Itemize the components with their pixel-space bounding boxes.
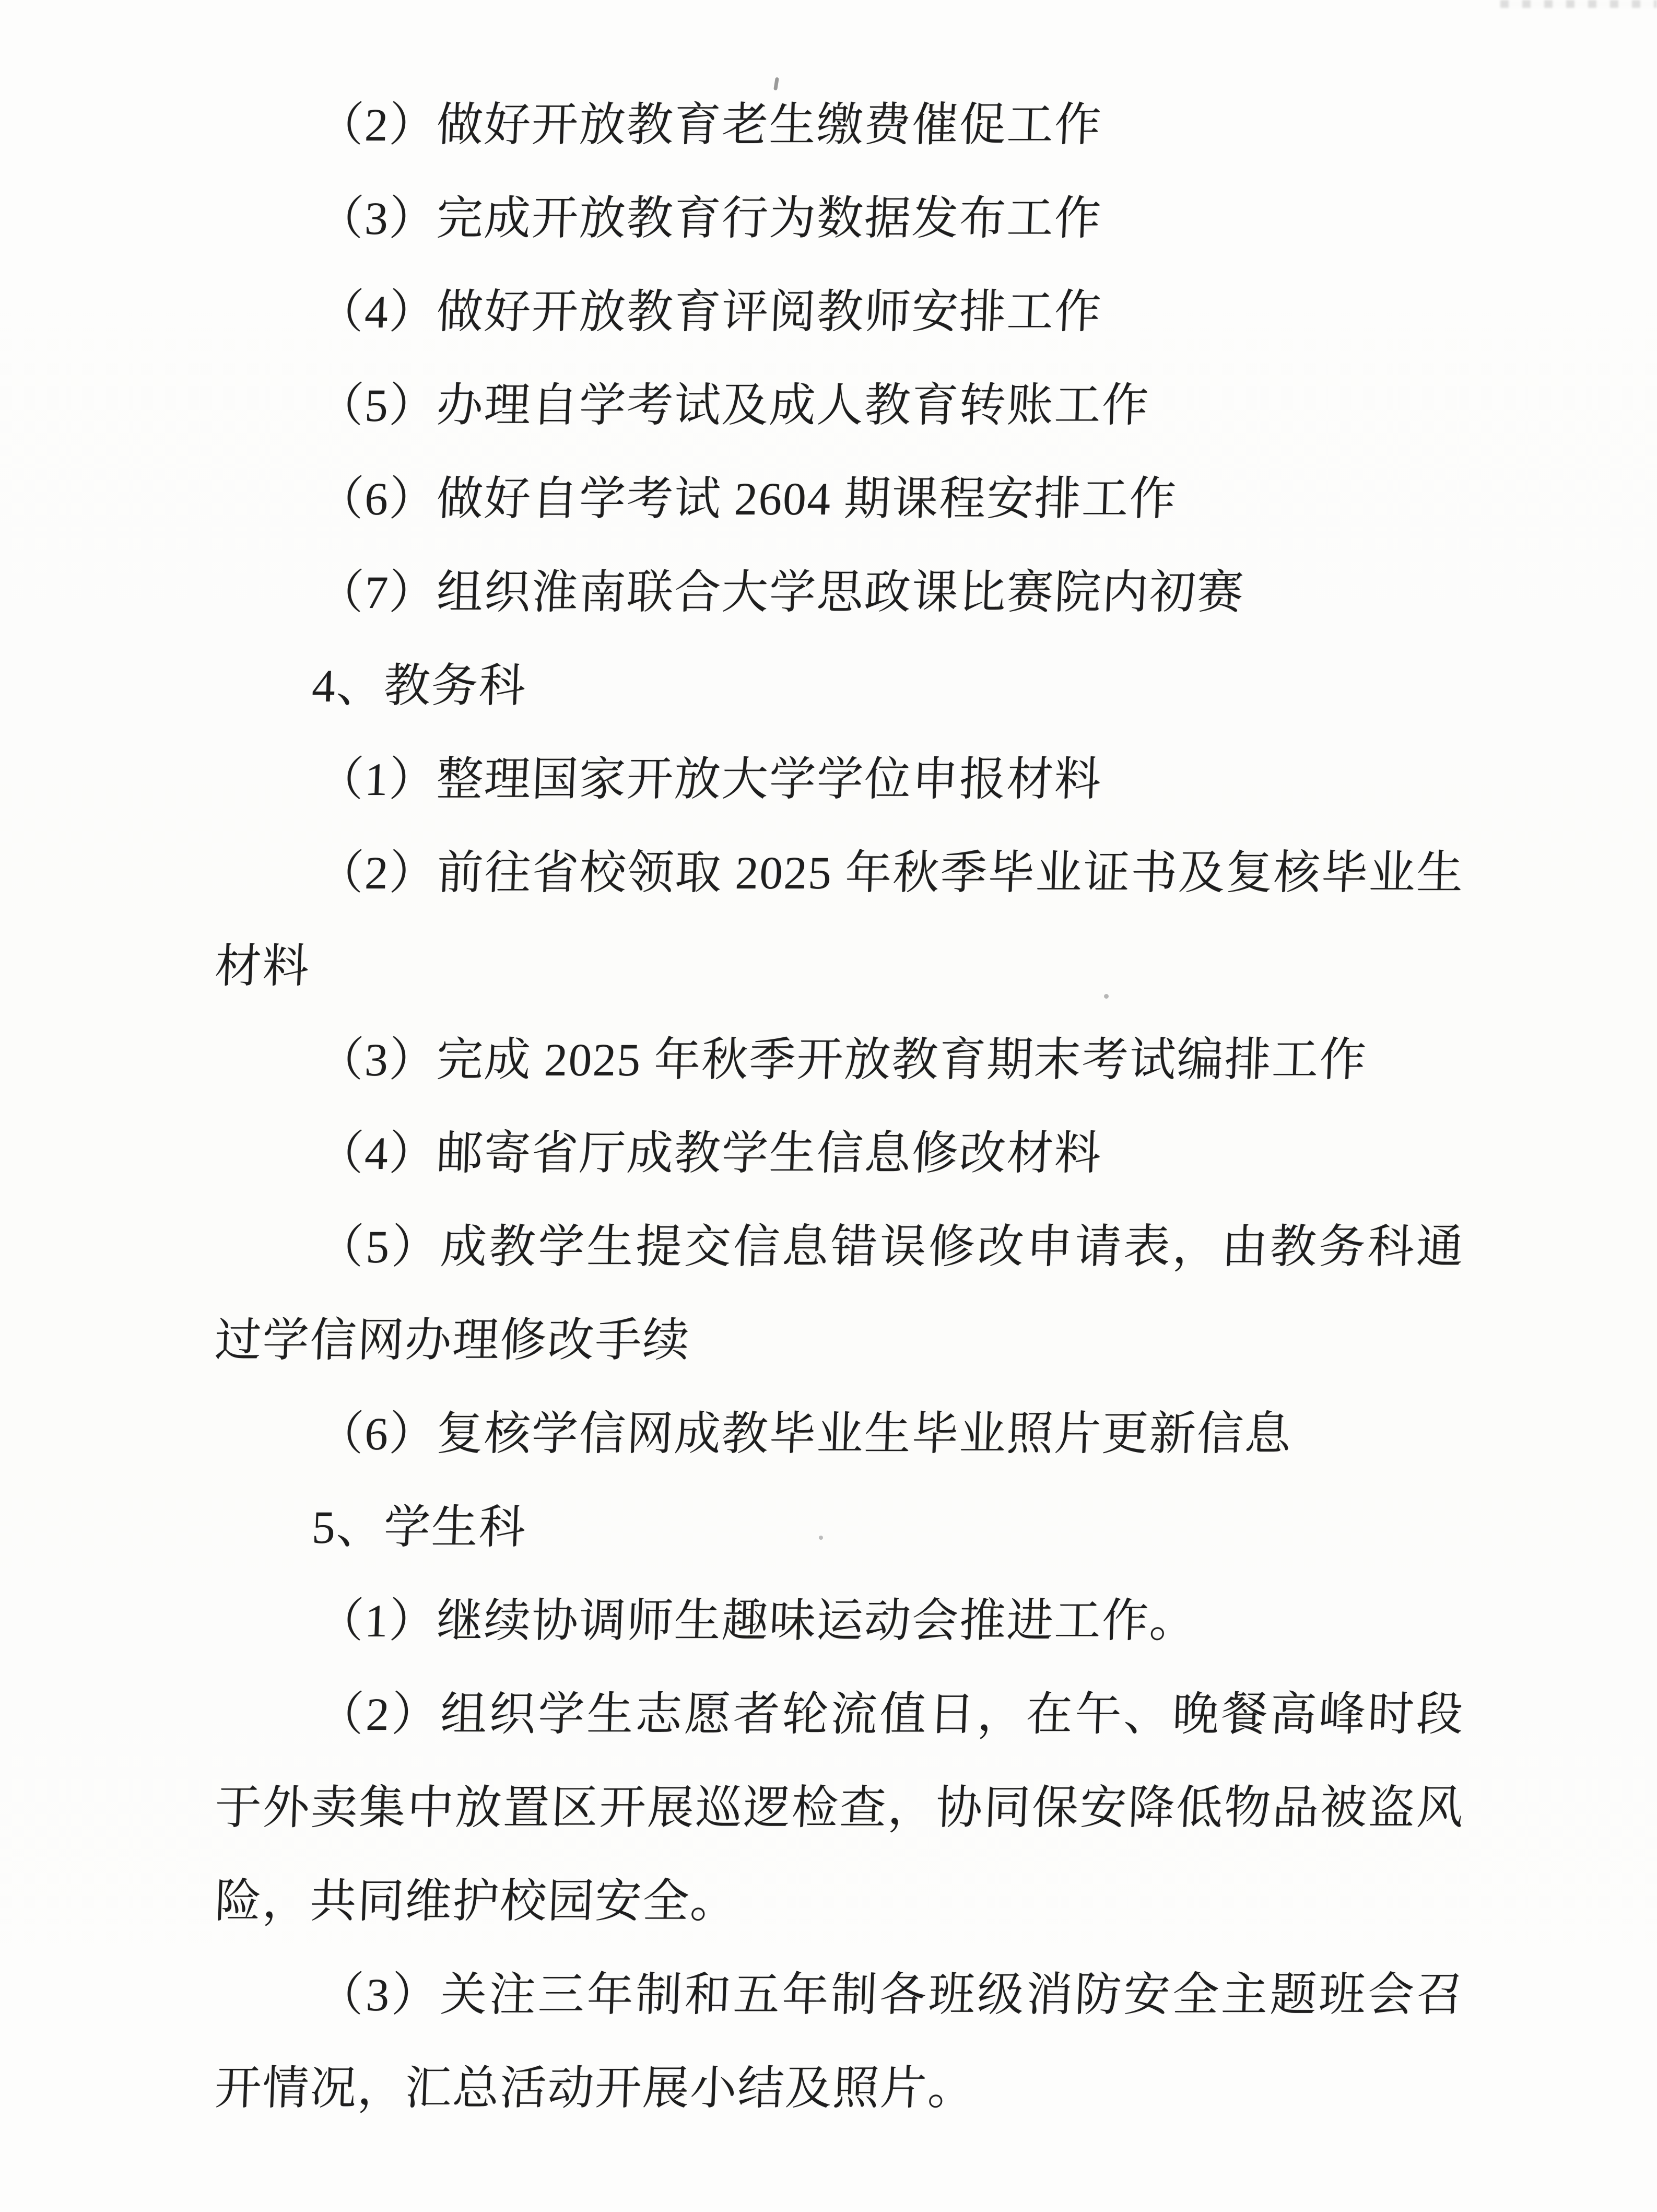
text-line: （6）做好自学考试 2604 期课程安排工作	[316, 474, 1178, 525]
text-line: （4）做好开放教育评阅教师安排工作	[316, 287, 1103, 338]
text-line: （5）成教学生提交信息错误修改申请表，由教务科通	[316, 1222, 1465, 1273]
text-line: 过学信网办理修改手续	[214, 1315, 691, 1366]
text-line: 于外卖集中放置区开展巡逻检查，协同保安降低物品被盗风	[214, 1783, 1465, 1834]
section-heading: 4、教务科	[311, 661, 527, 712]
text-line: （1）整理国家开放大学学位申报材料	[316, 754, 1103, 805]
text-line: （4）邮寄省厅成教学生信息修改材料	[316, 1128, 1103, 1179]
document-text-block	[213, 79, 1465, 2136]
text-line: 材料	[214, 941, 311, 992]
text-line: （5）办理自学考试及成人教育转账工作	[316, 380, 1150, 431]
text-line: （3）关注三年制和五年制各班级消防安全主题班会召	[316, 1970, 1465, 2021]
text-line: （3）完成开放教育行为数据发布工作	[316, 193, 1103, 244]
text-line: （6）复核学信网成教毕业生毕业照片更新信息	[316, 1409, 1293, 1460]
text-line: （2）前往省校领取 2025 年秋季毕业证书及复核毕业生	[316, 848, 1465, 899]
text-line: （2）做好开放教育老生缴费催促工作	[316, 100, 1103, 151]
text-line: （3）完成 2025 年秋季开放教育期末考试编排工作	[316, 1035, 1368, 1086]
text-line: （2）组织学生志愿者轮流值日，在午、晚餐高峰时段	[316, 1689, 1465, 1740]
section-heading: 5、学生科	[311, 1502, 527, 1553]
text-line: 开情况，汇总活动开展小结及照片。	[214, 2063, 977, 2114]
text-line: 险，共同维护校园安全。	[214, 1876, 739, 1927]
text-line: （7）组织淮南联合大学思政课比赛院内初赛	[316, 567, 1245, 618]
scan-edge-smudge	[1500, 0, 1657, 8]
text-line: （1）继续协调师生趣味运动会推进工作。	[316, 1596, 1198, 1647]
